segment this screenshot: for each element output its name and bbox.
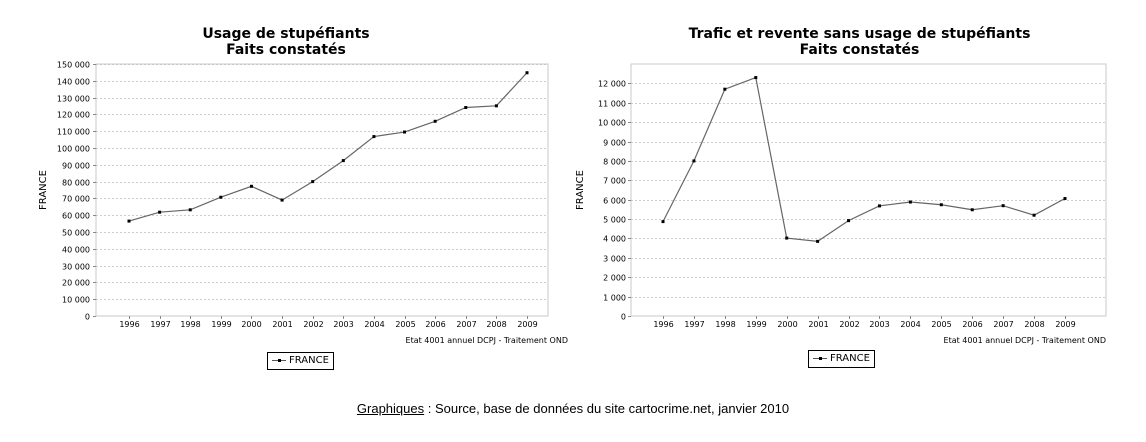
data-point-trafic bbox=[1064, 197, 1067, 200]
y-tick-label-usage: 10 000 bbox=[62, 295, 90, 305]
y-tick-label-trafic: 10 000 bbox=[598, 118, 626, 128]
x-tick-label-trafic: 1997 bbox=[684, 320, 705, 329]
y-tick-label-trafic: 7 000 bbox=[603, 176, 626, 186]
x-tick-label-trafic: 2000 bbox=[777, 320, 798, 329]
data-point-usage bbox=[128, 220, 131, 223]
y-tick-label-usage: 120 000 bbox=[56, 110, 90, 120]
figure-caption bbox=[0, 401, 1146, 416]
data-point-usage bbox=[281, 199, 284, 202]
x-tick-label-usage: 1997 bbox=[150, 320, 171, 329]
x-tick-label-trafic: 2004 bbox=[900, 320, 921, 329]
y-tick-label-usage: 110 000 bbox=[56, 127, 90, 137]
caption-link[interactable]: Graphiques bbox=[356, 401, 425, 416]
x-tick-label-trafic: 2001 bbox=[808, 320, 829, 329]
y-tick-label-usage: 40 000 bbox=[62, 245, 90, 255]
chart-usage-legend bbox=[267, 352, 334, 370]
data-point-trafic bbox=[662, 220, 665, 223]
data-point-usage bbox=[189, 208, 192, 211]
y-tick-label-usage: 60 000 bbox=[62, 211, 90, 221]
y-tick-label-usage: 100 000 bbox=[56, 144, 90, 154]
legend-line-marker-icon bbox=[813, 358, 827, 359]
chart-usage-panel bbox=[0, 0, 572, 380]
x-tick-label-usage: 1996 bbox=[119, 320, 140, 329]
data-point-usage bbox=[342, 159, 345, 162]
chart-trafic-title-line1: Trafic et revente sans usage de stupéfiants bbox=[688, 26, 1031, 42]
x-tick-label-trafic: 2007 bbox=[993, 320, 1014, 329]
y-tick-label-trafic: 5 000 bbox=[603, 215, 626, 225]
y-tick-label-usage: 140 000 bbox=[56, 77, 90, 87]
x-tick-label-usage: 1998 bbox=[180, 320, 201, 329]
y-tick-label-trafic: 8 000 bbox=[603, 157, 626, 167]
x-tick-label-trafic: 2005 bbox=[931, 320, 952, 329]
data-point-trafic bbox=[723, 88, 726, 91]
y-tick-label-trafic: 9 000 bbox=[603, 138, 626, 148]
x-tick-label-usage: 2008 bbox=[486, 320, 507, 329]
x-tick-label-usage: 2004 bbox=[364, 320, 385, 329]
y-tick-label-usage: 80 000 bbox=[62, 178, 90, 188]
x-tick-label-trafic: 1998 bbox=[715, 320, 736, 329]
y-axis-label-usage: FRANCE bbox=[38, 170, 49, 210]
x-tick-label-trafic: 1999 bbox=[746, 320, 767, 329]
x-tick-label-trafic: 1996 bbox=[653, 320, 674, 329]
data-point-trafic bbox=[1033, 214, 1036, 217]
y-tick-label-trafic: 3 000 bbox=[603, 254, 626, 264]
x-tick-label-usage: 2006 bbox=[425, 320, 446, 329]
data-point-trafic bbox=[816, 240, 819, 243]
y-tick-label-trafic: 11 000 bbox=[598, 99, 626, 109]
data-point-trafic bbox=[785, 237, 788, 240]
y-tick-label-trafic: 12 000 bbox=[598, 79, 626, 89]
plot-area-trafic bbox=[631, 64, 1106, 316]
caption-text: : Source, base de données du site cartocrime.net, janvier 2010 bbox=[424, 401, 790, 416]
data-point-trafic bbox=[754, 76, 757, 79]
legend-line-marker-icon bbox=[272, 360, 286, 361]
x-tick-label-trafic: 2006 bbox=[962, 320, 983, 329]
x-tick-label-usage: 1999 bbox=[211, 320, 232, 329]
y-tick-label-trafic: 2 000 bbox=[603, 273, 626, 283]
data-point-trafic bbox=[940, 203, 943, 206]
data-point-trafic bbox=[878, 204, 881, 207]
data-point-usage bbox=[250, 185, 253, 188]
y-tick-label-trafic: 1 000 bbox=[603, 293, 626, 303]
x-tick-label-trafic: 2008 bbox=[1024, 320, 1045, 329]
data-point-usage bbox=[219, 196, 222, 199]
data-point-trafic bbox=[692, 159, 695, 162]
x-tick-label-usage: 2007 bbox=[456, 320, 477, 329]
y-tick-label-usage: 150 000 bbox=[56, 60, 90, 70]
x-tick-label-usage: 2001 bbox=[272, 320, 293, 329]
y-tick-label-trafic: 4 000 bbox=[603, 234, 626, 244]
y-tick-label-trafic: 0 bbox=[620, 312, 626, 322]
chart-trafic-subtitle: Faits constatés bbox=[799, 42, 920, 58]
x-tick-label-trafic: 2002 bbox=[839, 320, 860, 329]
plot-area-usage bbox=[96, 64, 548, 316]
x-tick-label-usage: 2005 bbox=[395, 320, 416, 329]
data-point-trafic bbox=[971, 208, 974, 211]
x-tick-label-usage: 2000 bbox=[241, 320, 262, 329]
data-point-trafic bbox=[909, 201, 912, 204]
y-axis-label-trafic: FRANCE bbox=[575, 170, 586, 210]
data-point-usage bbox=[526, 71, 529, 74]
data-point-trafic bbox=[847, 219, 850, 222]
chart-trafic-legend bbox=[808, 350, 875, 368]
y-tick-label-trafic: 6 000 bbox=[603, 196, 626, 206]
chart-trafic-panel bbox=[573, 0, 1146, 380]
data-point-usage bbox=[372, 135, 375, 138]
data-point-usage bbox=[158, 211, 161, 214]
data-point-usage bbox=[311, 180, 314, 183]
chart-trafic-legend-label: FRANCE bbox=[830, 353, 870, 364]
x-tick-label-usage: 2003 bbox=[333, 320, 354, 329]
source-note-usage: Etat 4001 annuel DCPJ - Traitement OND bbox=[405, 336, 568, 345]
data-point-usage bbox=[434, 120, 437, 123]
x-tick-label-usage: 2009 bbox=[517, 320, 538, 329]
y-tick-label-usage: 0 bbox=[84, 312, 90, 322]
y-tick-label-usage: 50 000 bbox=[62, 228, 90, 238]
chart-usage-subtitle: Faits constatés bbox=[226, 42, 346, 58]
y-tick-label-usage: 30 000 bbox=[62, 262, 90, 272]
data-point-usage bbox=[495, 104, 498, 107]
chart-usage-plot bbox=[0, 0, 572, 350]
series-line-trafic bbox=[663, 78, 1065, 242]
y-tick-label-usage: 20 000 bbox=[62, 278, 90, 288]
source-note-trafic: Etat 4001 annuel DCPJ - Traitement OND bbox=[943, 336, 1106, 345]
data-point-trafic bbox=[1002, 204, 1005, 207]
x-tick-label-trafic: 2003 bbox=[869, 320, 890, 329]
x-tick-label-usage: 2002 bbox=[303, 320, 324, 329]
chart-trafic-plot bbox=[573, 0, 1146, 350]
data-point-usage bbox=[403, 131, 406, 134]
y-tick-label-usage: 130 000 bbox=[56, 94, 90, 104]
chart-usage-title-line1: Usage de stupéfiants bbox=[202, 26, 370, 42]
x-tick-label-trafic: 2009 bbox=[1055, 320, 1076, 329]
y-tick-label-usage: 70 000 bbox=[62, 194, 90, 204]
y-tick-label-usage: 90 000 bbox=[62, 161, 90, 171]
data-point-usage bbox=[464, 106, 467, 109]
chart-usage-legend-label: FRANCE bbox=[289, 355, 329, 366]
